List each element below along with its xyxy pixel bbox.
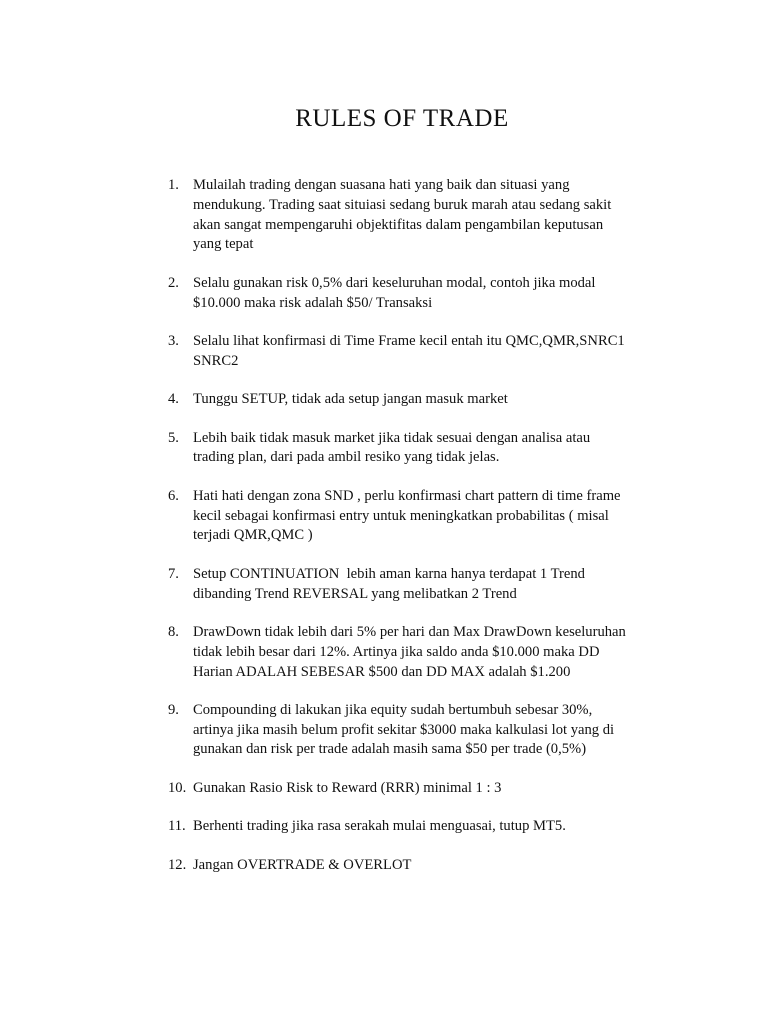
rule-item	[168, 817, 668, 837]
rule-item	[168, 565, 668, 605]
rule-number: 3.	[168, 332, 179, 349]
page-title: RULES OF TRADE	[295, 105, 509, 132]
rule-text	[193, 332, 668, 372]
rule-text-line: dibanding Trend REVERSAL yang melibatkan 2 Trend	[193, 585, 517, 602]
rule-number: 6.	[168, 487, 179, 504]
rule-number: 8.	[168, 623, 179, 640]
rule-text-line: Mulailah trading dengan suasana hati yang baik dan situasi yang	[193, 177, 570, 193]
rule-text-line: Selalu lihat konfirmasi di Time Frame kecil entah itu QMC,QMR,SNRC1	[193, 332, 625, 349]
rule-text	[193, 390, 668, 410]
rule-text-line: gunakan dan risk per trade adalah masih sama $50 per trade (0,5%)	[193, 741, 587, 758]
rule-text-line: Gunakan Rasio Risk to Reward (RRR) minimal 1 : 3	[193, 779, 502, 796]
rule-text-line: tidak lebih besar dari 12%. Artinya jika saldo anda $10.000 maka DD	[193, 643, 600, 660]
rule-text-line: Hati hati dengan zona SND , perlu konfirmasi chart pattern di time frame	[193, 487, 621, 504]
rule-text	[193, 274, 668, 314]
rule-text-line: artinya jika masih belum profit sekitar $3000 maka kalkulasi lot yang di	[193, 721, 615, 738]
rule-text	[193, 817, 668, 837]
rule-text-line: SNRC2	[193, 352, 239, 369]
rule-item	[168, 701, 668, 760]
rule-text	[193, 701, 668, 760]
rule-item	[168, 856, 668, 876]
rule-number: 5.	[168, 429, 179, 446]
rule-item	[168, 623, 668, 682]
rule-text	[193, 565, 668, 605]
rule-text-line: yang tepat	[193, 236, 254, 253]
rule-text-line: Setup CONTINUATION lebih aman karna hanya terdapat 1 Trend	[193, 565, 585, 582]
rule-number: 11.	[168, 818, 186, 835]
rule-text	[193, 176, 668, 255]
rule-item	[168, 429, 668, 469]
rule-text-line: DrawDown tidak lebih dari 5% per hari dan Max DrawDown keseluruhan	[193, 623, 626, 640]
rule-number: 9.	[168, 701, 179, 718]
rule-item	[168, 332, 668, 372]
rule-text-line: Harian ADALAH SEBESAR $500 dan DD MAX adalah $1.200	[193, 663, 571, 680]
rule-text-line: Jangan OVERTRADE & OVERLOT	[193, 856, 412, 873]
rule-text	[193, 856, 668, 876]
rule-text-line: terjadi QMR,QMC )	[193, 527, 313, 544]
rule-item	[168, 779, 668, 799]
rule-text-line: Tunggu SETUP, tidak ada setup jangan masuk market	[193, 391, 508, 408]
rule-number: 2.	[168, 274, 179, 291]
rules-list	[168, 176, 668, 894]
rule-text-line: trading plan, dari pada ambil resiko yang tidak jelas.	[193, 449, 500, 466]
rule-text-line: kecil sebagai konfirmasi entry untuk meningkatkan probabilitas ( misal	[193, 507, 609, 524]
rule-text	[193, 623, 668, 682]
rule-number: 10.	[168, 779, 187, 796]
rule-item	[168, 274, 668, 314]
rule-text	[193, 779, 668, 799]
rule-text-line: $10.000 maka risk adalah $50/ Transaksi	[193, 294, 433, 311]
rule-text	[193, 487, 668, 546]
rule-number: 4.	[168, 391, 179, 408]
rule-number: 12.	[168, 856, 187, 873]
rule-text	[193, 429, 668, 469]
rule-text-line: mendukung. Trading saat situiasi sedang buruk marah atau sedang sakit	[193, 196, 612, 213]
rule-text-line: akan sangat mempengaruhi objektifitas dalam pengambilan keputusan	[193, 216, 604, 233]
rule-item	[168, 176, 668, 255]
rule-number: 1.	[168, 177, 179, 193]
rule-text-line: Berhenti trading jika rasa serakah mulai menguasai, tutup MT5.	[193, 818, 566, 835]
rule-text-line: Compounding di lakukan jika equity sudah bertumbuh sebesar 30%,	[193, 701, 593, 718]
rule-text-line: Lebih baik tidak masuk market jika tidak sesuai dengan analisa atau	[193, 429, 591, 446]
rule-text-line: Selalu gunakan risk 0,5% dari keseluruhan modal, contoh jika modal	[193, 274, 596, 291]
rule-item	[168, 390, 668, 410]
rule-number: 7.	[168, 565, 179, 582]
rule-item	[168, 487, 668, 546]
